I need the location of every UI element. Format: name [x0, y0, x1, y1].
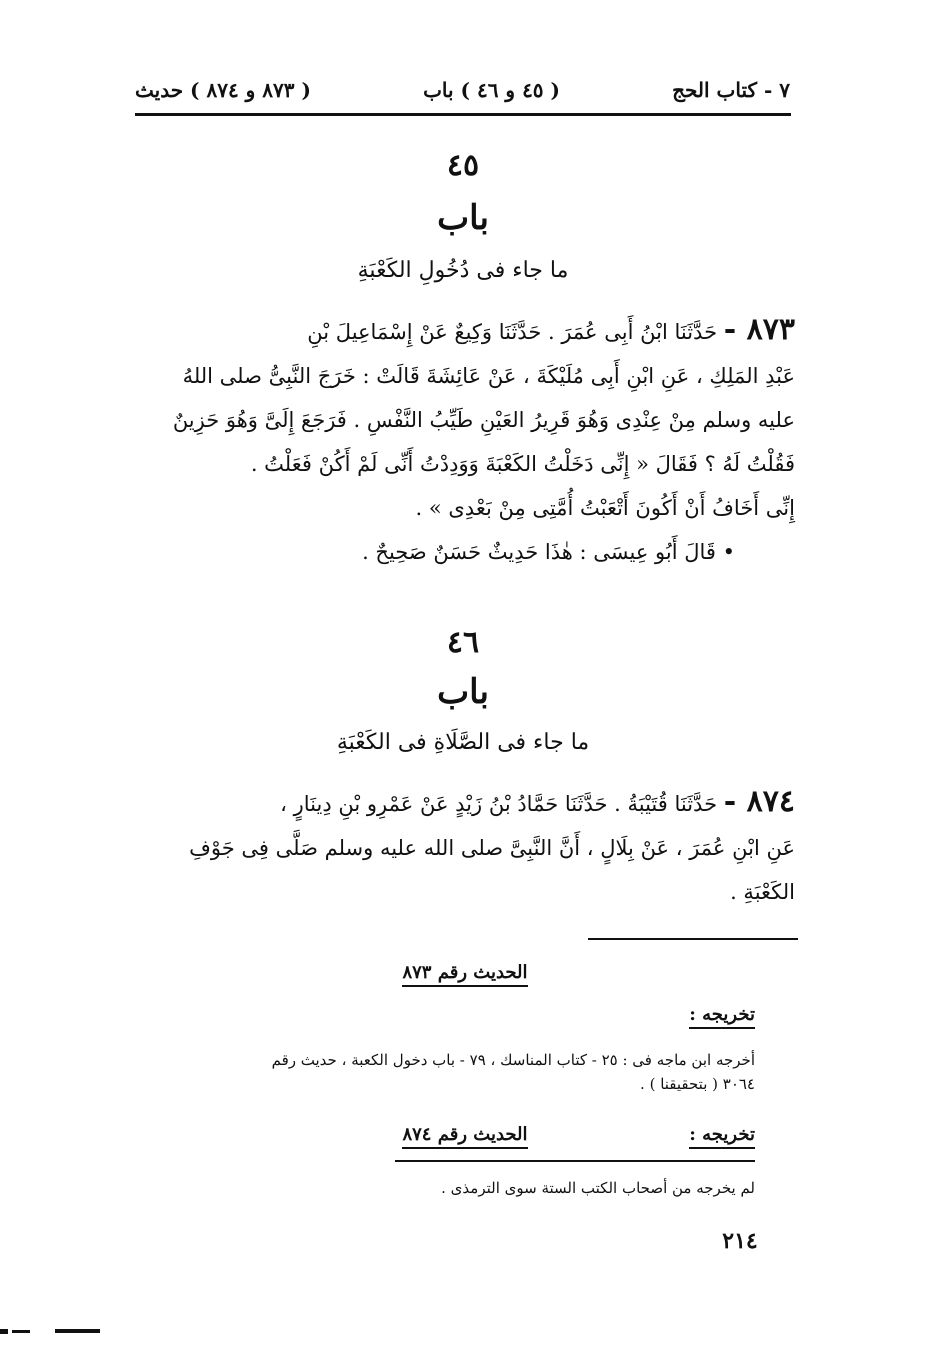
- hadith-874: [135, 780, 795, 914]
- chapter-number-45: ٤٥: [446, 148, 480, 183]
- header-rule: [135, 113, 791, 116]
- chapter-title-46: ما جاء فى الصَّلَاةِ فى الكَعْبَةِ: [336, 730, 590, 755]
- footnote-874-rule: [395, 1160, 755, 1162]
- page-number: ٢١٤: [722, 1228, 758, 1254]
- takhrij-label-873: تخريجه :: [600, 1004, 755, 1025]
- footnote-text-874: لم يخرجه من أصحاب الكتب الستة سوى الترمذى .: [441, 1179, 755, 1197]
- header-hadith-range: ( ٨٧٣ و ٨٧٤ ) حديث: [135, 78, 311, 102]
- header-book-title: ٧ - كتاب الحج: [672, 78, 790, 102]
- hadith-873: [135, 308, 795, 574]
- hadith-line: عَبْدِ المَلِكِ ، عَنِ ابْنِ أَبِى مُلَيْكَةَ ، عَنْ عَائِشَةَ قَالَتْ : خَرَجَ النَّبِىُّ صلى اللهُ: [182, 364, 795, 388]
- header-chapter-range: ( ٤٥ و ٤٦ ) باب: [423, 78, 560, 102]
- hadith-line: عليه وسلم مِنْ عِنْدِى وَهُوَ قَرِيرُ العَيْنِ طَيِّبُ النَّفْسِ . فَرَجَعَ إِلَىَّ وَهُوَ حَزِينٌ: [172, 408, 795, 432]
- hadith-line: ٨٧٣ - حَدَّثَنَا ابْنُ أَبِى عُمَرَ . حَدَّثَنَا وَكِيعٌ عَنْ إِسْمَاعِيلَ بْنِ: [307, 312, 795, 347]
- scan-artifact: [0, 1325, 110, 1335]
- hadith-line: إِنِّى أَخَافُ أَنْ أَكُونَ أَتْعَبْتُ أُمَّتِى مِنْ بَعْدِى » .: [415, 496, 795, 520]
- hadith-line: ٨٧٤ - حَدَّثَنَا قُتَيْبَةُ . حَدَّثَنَا حَمَّادُ بْنُ زَيْدٍ عَنْ عَمْرِو بْنِ دِينَارٍ ،: [280, 784, 795, 819]
- running-header: [135, 68, 790, 112]
- hadith-number: ٨٧٤ -: [723, 784, 795, 819]
- chapter-title-45: ما جاء فى دُخُولِ الكَعْبَةِ: [357, 258, 569, 283]
- hadith-line: فَقُلْتُ لَهُ ؟ فَقَالَ « إِنِّى دَخَلْتُ الكَعْبَةَ وَوَدِدْتُ أَنِّى لَمْ أَكُنْ فَعَلْتُ .: [250, 452, 795, 476]
- footnote-text-873: أخرجه ابن ماجه فى : ٢٥ - كتاب المناسك ، ٧٩ - باب دخول الكعبة ، حديث رقم ٣٠٦٤ ( بتحقيقنا ) .: [271, 1051, 755, 1093]
- footnote-separator: [588, 938, 798, 940]
- hadith-line: الكَعْبَةِ .: [730, 880, 795, 904]
- hadith-number: ٨٧٣ -: [723, 312, 795, 347]
- footnote-heading-873: الحديث رقم ٨٧٣: [360, 962, 570, 983]
- hadith-grading-note: • قَالَ أَبُو عِيسَى : هٰذَا حَدِيثٌ حَسَنٌ صَحِيحٌ .: [362, 540, 735, 564]
- hadith-line: عَنِ ابْنِ عُمَرَ ، عَنْ بِلَالٍ ، أَنَّ النَّبِىَّ صلى الله عليه وسلم صَلَّى فِى جَوْفِ: [189, 836, 795, 860]
- chapter-heading-bab-46: باب: [437, 672, 489, 712]
- chapter-heading-bab-45: باب: [437, 198, 489, 238]
- footnote-heading-874: الحديث رقم ٨٧٤: [360, 1124, 570, 1145]
- takhrij-label-874: تخريجه :: [600, 1124, 755, 1145]
- chapter-number-46: ٤٦: [446, 625, 480, 660]
